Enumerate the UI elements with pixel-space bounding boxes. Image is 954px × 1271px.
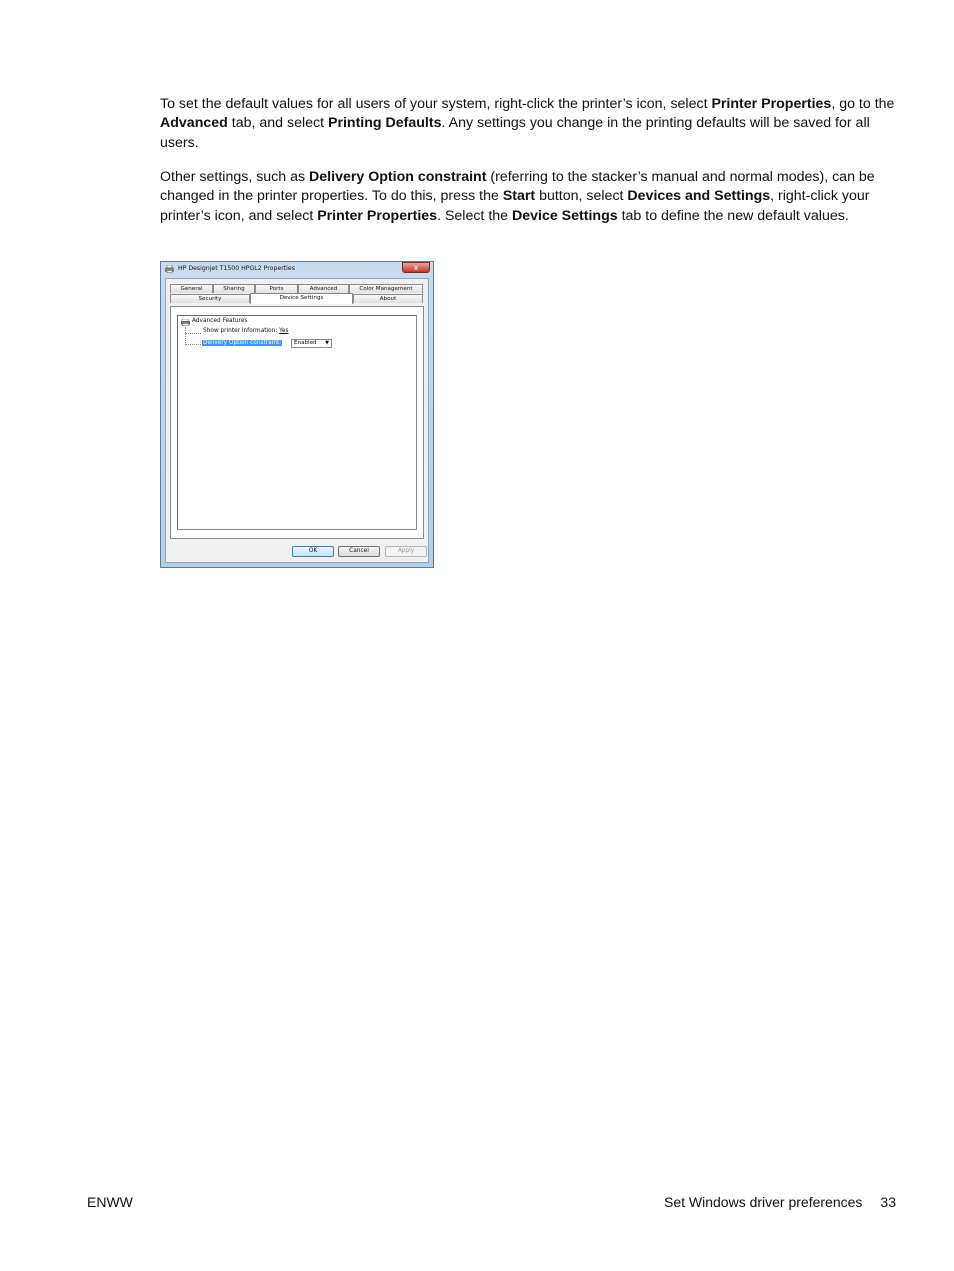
apply-button[interactable]: Apply	[385, 546, 427, 557]
dialog-title: HP Designjet T1500 HPGL2 Properties	[178, 265, 295, 272]
tree-item-label: Show printer information:	[203, 328, 280, 334]
text: Other settings, such as	[160, 169, 310, 185]
footer-right	[664, 1194, 896, 1210]
footer-section-title: Set Windows driver preferences	[664, 1194, 863, 1210]
tree-item-label-selected: Delivery Option constraint:	[203, 340, 282, 346]
text: , right-click your printer’s icon, and select	[160, 188, 870, 224]
dropdown-arrow-icon: ▼	[325, 340, 329, 346]
text: To set the default values for all users of your system, right-click the printer’s icon, select	[160, 96, 712, 112]
tab-general[interactable]: General	[170, 284, 213, 293]
bold-term: Printing Defaults	[327, 115, 442, 132]
tab-color-management[interactable]: Color Management	[349, 284, 423, 293]
paragraph-device-settings	[160, 168, 895, 226]
tree-item-advanced-features[interactable]: Advanced Features	[192, 318, 248, 324]
text: tab to define the new default values.	[617, 207, 849, 224]
tree-item-value[interactable]: Yes	[279, 328, 289, 334]
tab-ports[interactable]: Ports	[255, 284, 298, 293]
page-number: 33	[880, 1194, 896, 1210]
settings-tree[interactable]	[177, 315, 417, 530]
device-settings-panel	[170, 306, 424, 539]
close-icon[interactable]: x	[402, 262, 430, 273]
delivery-option-select[interactable]	[291, 339, 332, 348]
tab-sharing[interactable]: Sharing	[213, 284, 255, 293]
paragraph-printing-defaults	[160, 95, 895, 153]
tree-item-delivery-option[interactable]	[202, 340, 282, 346]
printer-icon	[165, 265, 174, 273]
cancel-button[interactable]: Cancel	[338, 546, 380, 557]
tab-device-settings[interactable]: Device Settings	[250, 293, 353, 304]
bold-term: Advanced	[160, 115, 228, 132]
text: , go to the	[831, 96, 895, 112]
bold-term: Printer Properties	[711, 96, 832, 112]
bold-term: Printer Properties	[317, 207, 438, 224]
dialog-client-area	[165, 278, 429, 563]
text: button, select	[535, 188, 628, 205]
dialog-titlebar[interactable]	[161, 262, 433, 276]
bold-term: Start	[502, 188, 536, 205]
tree-connector	[185, 327, 186, 345]
bold-term: Delivery Option constraint	[309, 169, 487, 185]
text: tab, and select	[227, 115, 328, 132]
text: (referring to the stacker’s manual and normal modes), can be changed in the printer properties. To do this, press the	[160, 169, 875, 205]
tree-connector	[185, 344, 201, 345]
text: . Any settings you change in the printing defaults will be saved for all users.	[160, 115, 870, 151]
printer-properties-dialog	[160, 261, 434, 568]
features-icon	[181, 319, 190, 326]
select-value: Enabled	[294, 340, 317, 346]
ok-button[interactable]: OK	[292, 546, 334, 557]
bold-term: Device Settings	[511, 207, 618, 224]
tab-advanced[interactable]: Advanced	[298, 284, 349, 293]
tab-about[interactable]: About	[353, 294, 423, 303]
footer-left: ENWW	[87, 1194, 133, 1210]
tab-security[interactable]: Security	[170, 294, 250, 303]
bold-term: Devices and Settings	[627, 188, 771, 205]
tree-item-show-printer-info[interactable]	[203, 328, 289, 334]
text: . Select the	[437, 207, 512, 224]
tree-connector	[185, 333, 201, 334]
